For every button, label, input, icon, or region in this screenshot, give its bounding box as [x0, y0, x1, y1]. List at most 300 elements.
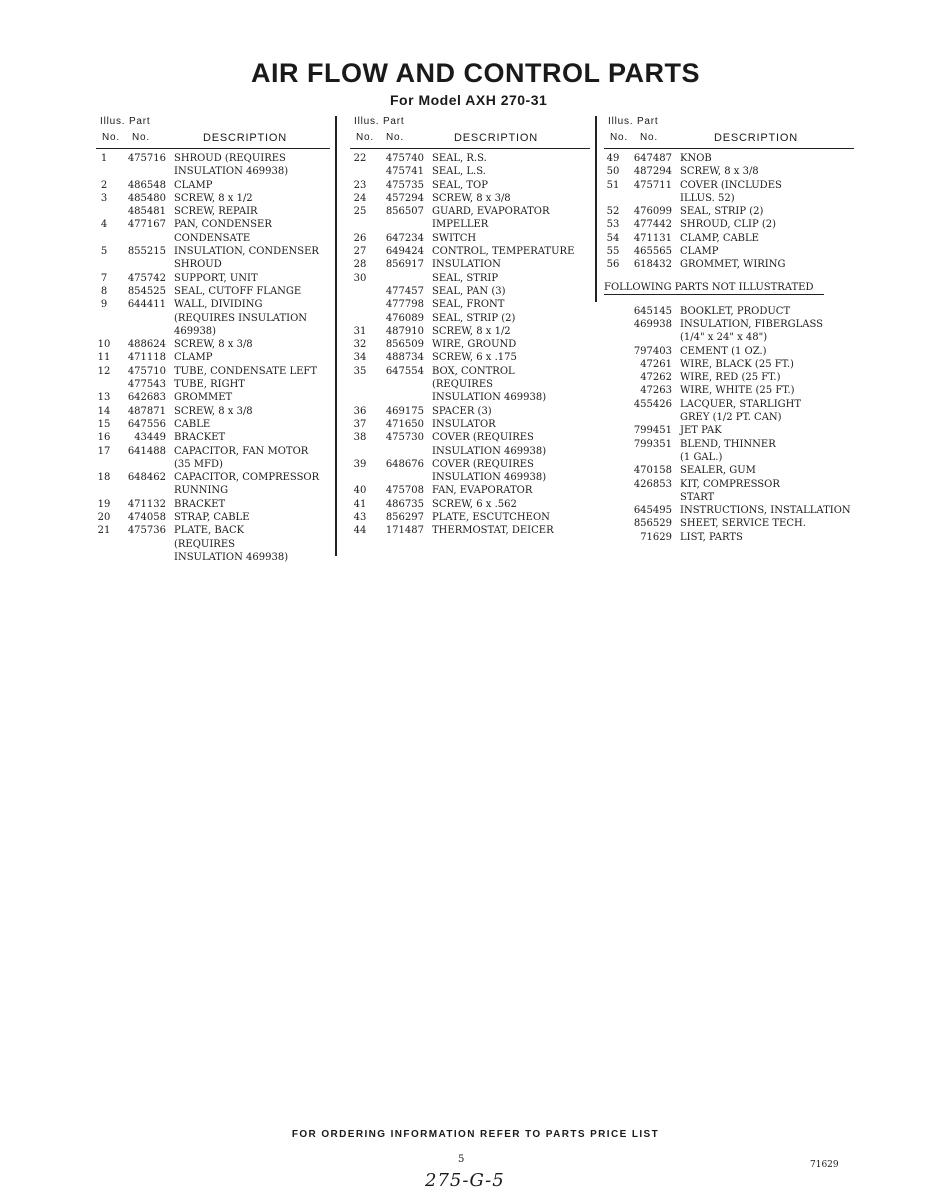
illus-number	[350, 298, 370, 311]
part-number	[622, 451, 680, 464]
table-row	[96, 205, 330, 218]
part-number: 642683	[127, 392, 166, 404]
parts-list	[604, 152, 854, 272]
part-description: STRAP, CABLE	[174, 512, 250, 524]
illus-number: 9	[100, 299, 108, 311]
part-number: 470158	[633, 465, 672, 477]
illus-number: 11	[97, 352, 111, 364]
table-row	[350, 365, 590, 378]
part-description: SEAL, L.S.	[432, 166, 486, 178]
part-number: 465565	[633, 246, 672, 258]
part-number: 645495	[633, 505, 672, 517]
table-row	[350, 445, 590, 458]
table-row	[604, 491, 854, 504]
part-number: 488734	[385, 352, 424, 364]
illus-number	[350, 312, 370, 325]
illus-number: 41	[353, 498, 367, 510]
table-row	[604, 152, 854, 165]
table-row	[96, 431, 330, 444]
table-row	[96, 179, 330, 192]
part-description: KNOB	[680, 153, 712, 164]
part-number	[622, 192, 680, 205]
part-number: 476089	[385, 312, 424, 324]
table-row	[96, 365, 330, 378]
part-number: 856917	[385, 259, 424, 271]
table-row	[350, 338, 590, 351]
illus-number	[96, 232, 112, 245]
table-row	[604, 258, 854, 271]
table-row	[604, 384, 854, 397]
part-description: SEAL, TOP	[432, 179, 488, 191]
table-row	[350, 272, 590, 285]
part-description: SCREW, 8 x 3/8	[174, 405, 253, 417]
row-spacer	[604, 305, 622, 318]
table-row	[350, 484, 590, 497]
part-description: GUARD, EVAPORATOR	[432, 206, 550, 218]
part-description: ILLUS. 52)	[680, 192, 735, 204]
header-illus-no: No.	[356, 132, 374, 143]
table-row	[604, 331, 854, 344]
part-number	[112, 458, 174, 471]
part-number: 487910	[385, 325, 424, 337]
illus-number	[350, 471, 370, 484]
part-number: 475742	[127, 272, 166, 284]
part-number: 475736	[127, 525, 166, 537]
header-part-no: No.	[640, 132, 658, 143]
part-description: INSTRUCTIONS, INSTALLATION	[680, 505, 851, 517]
part-number: 455426	[633, 398, 672, 410]
part-description: BRACKET	[174, 432, 226, 444]
reference-code: 71629	[810, 1160, 839, 1170]
illus-number	[350, 391, 370, 404]
part-number: 488624	[127, 339, 166, 351]
table-row	[604, 478, 854, 491]
part-number	[370, 471, 432, 484]
part-number: 475708	[385, 485, 424, 497]
part-description: 469938)	[174, 325, 217, 337]
illus-number: 43	[353, 512, 367, 524]
table-row	[350, 524, 590, 537]
part-number: 475740	[385, 153, 424, 164]
table-row	[604, 318, 854, 331]
part-description: SCREW, 8 x 3/8	[432, 192, 511, 204]
part-number: 475711	[633, 179, 672, 191]
table-row	[96, 245, 330, 258]
part-number: 469175	[385, 405, 424, 417]
header-illus-part: Illus. Part	[354, 116, 405, 127]
part-description: SCREW, 8 x 3/8	[174, 339, 253, 351]
part-description: CABLE	[174, 418, 211, 430]
illus-number: 52	[606, 206, 620, 218]
illus-number: 21	[97, 525, 111, 537]
part-number: 485480	[127, 192, 166, 204]
illus-number: 12	[97, 365, 111, 377]
page-title: AIR FLOW AND CONTROL PARTS	[251, 58, 700, 88]
header-description: DESCRIPTION	[203, 132, 287, 144]
part-number: 647487	[633, 153, 672, 164]
part-number	[370, 272, 432, 285]
parts-list	[350, 152, 590, 538]
illus-number: 44	[353, 525, 367, 537]
illus-number: 39	[353, 458, 367, 470]
table-row	[96, 298, 330, 311]
row-spacer	[604, 504, 622, 517]
part-description: BLEND, THINNER	[680, 438, 776, 450]
illus-number	[96, 258, 112, 271]
illus-number: 10	[97, 339, 111, 351]
illus-number: 22	[353, 153, 367, 164]
part-description: SCREW, 8 x 3/8	[680, 166, 759, 178]
illus-number: 50	[606, 166, 620, 178]
part-description: CLAMP	[174, 179, 213, 191]
table-row	[96, 551, 330, 564]
row-spacer	[604, 438, 622, 451]
ordering-footer: FOR ORDERING INFORMATION REFER TO PARTS PRICE LIST	[291, 1129, 660, 1140]
table-row	[350, 258, 590, 271]
column-header	[350, 116, 590, 149]
table-row	[96, 498, 330, 511]
row-spacer	[604, 517, 622, 530]
part-description: INSULATION, CONDENSER	[174, 246, 319, 258]
table-row	[96, 232, 330, 245]
table-row	[604, 358, 854, 371]
table-row	[96, 538, 330, 551]
part-number: 475730	[385, 432, 424, 444]
illus-number: 3	[100, 192, 108, 204]
table-row	[350, 325, 590, 338]
illus-number	[350, 445, 370, 458]
part-number: 618432	[633, 259, 672, 271]
illus-number: 26	[353, 232, 367, 244]
table-row	[604, 165, 854, 178]
table-row	[350, 391, 590, 404]
table-row	[96, 445, 330, 458]
parts-column-1	[96, 116, 330, 564]
illus-number	[96, 165, 112, 178]
illus-number: 2	[100, 179, 108, 191]
row-spacer	[604, 424, 622, 437]
illus-number: 8	[100, 285, 108, 297]
part-number	[370, 391, 432, 404]
parts-column-3	[604, 116, 854, 544]
part-number: 856297	[385, 512, 424, 524]
table-row	[350, 192, 590, 205]
part-description: PAN, CONDENSER	[174, 219, 272, 231]
illus-number	[96, 538, 112, 551]
illus-number	[96, 484, 112, 497]
table-row	[604, 192, 854, 205]
part-number: 457294	[385, 192, 424, 204]
header-illus-part: Illus. Part	[608, 116, 659, 127]
table-row	[96, 325, 330, 338]
part-description: SEALER, GUM	[680, 465, 756, 477]
illus-number	[96, 325, 112, 338]
part-number: 171487	[385, 525, 424, 537]
part-number: 486735	[385, 498, 424, 510]
model-subtitle: For Model AXH 270-31	[390, 92, 548, 108]
table-row	[604, 232, 854, 245]
part-description: START	[680, 491, 715, 503]
part-number: 477167	[127, 219, 166, 231]
table-row	[96, 218, 330, 231]
table-row	[350, 431, 590, 444]
part-number	[112, 538, 174, 551]
table-row	[350, 179, 590, 192]
part-description: (REQUIRES	[432, 379, 493, 391]
row-spacer	[604, 318, 622, 331]
row-spacer	[604, 331, 622, 344]
header-illus-part: Illus. Part	[100, 116, 151, 127]
part-description: SEAL, STRIP (2)	[432, 312, 516, 324]
part-description: SEAL, PAN (3)	[432, 285, 506, 297]
part-number: 487294	[633, 166, 672, 178]
part-number: 648462	[127, 472, 166, 484]
part-description: INSULATION 469938)	[174, 551, 289, 563]
part-description: FAN, EVAPORATOR	[432, 485, 533, 497]
not-illustrated-heading: FOLLOWING PARTS NOT ILLUSTRATED	[604, 282, 824, 295]
part-number: 475741	[385, 166, 424, 178]
header-part-no: No.	[132, 132, 150, 143]
part-description: KIT, COMPRESSOR	[680, 478, 780, 490]
handwritten-note: 275-G-5	[425, 1170, 505, 1191]
header-part-no: No.	[386, 132, 404, 143]
table-row	[96, 391, 330, 404]
part-description: RUNNING	[174, 485, 229, 497]
part-number: 471118	[127, 352, 166, 364]
row-spacer	[604, 358, 622, 371]
table-row	[96, 471, 330, 484]
row-spacer	[604, 491, 622, 504]
part-description: BOX, CONTROL	[432, 365, 515, 377]
part-description: BOOKLET, PRODUCT	[680, 305, 791, 317]
illus-number	[96, 312, 112, 325]
part-description: TUBE, CONDENSATE LEFT	[174, 365, 317, 377]
part-number	[370, 218, 432, 231]
part-description: COVER (REQUIRES	[432, 432, 534, 444]
column-divider	[335, 116, 337, 556]
part-number	[112, 312, 174, 325]
part-number: 47262	[640, 372, 672, 384]
part-number: 648676	[385, 458, 424, 470]
illus-number	[96, 205, 112, 218]
illus-number: 53	[606, 219, 620, 231]
part-description: INSULATION 469938)	[432, 445, 547, 457]
illus-number	[96, 378, 112, 391]
part-description: INSULATION 469938)	[432, 472, 547, 484]
row-spacer	[604, 451, 622, 464]
parts-column-2	[350, 116, 590, 538]
part-number: 476099	[633, 206, 672, 218]
illus-number: 4	[100, 219, 108, 231]
part-number	[370, 445, 432, 458]
table-row	[96, 418, 330, 431]
part-number	[112, 484, 174, 497]
part-number: 47261	[640, 358, 672, 370]
table-row	[604, 398, 854, 411]
part-number: 485481	[127, 206, 166, 218]
illus-number: 25	[353, 206, 367, 218]
table-row	[350, 511, 590, 524]
illus-number	[350, 285, 370, 298]
part-description: INSULATION	[432, 259, 501, 271]
column-header	[604, 116, 854, 149]
illus-number: 15	[97, 418, 111, 430]
part-description: INSULATION, FIBERGLASS	[680, 318, 824, 330]
part-number: 856509	[385, 339, 424, 351]
illus-number: 34	[353, 352, 367, 364]
part-description: SEAL, STRIP (2)	[680, 206, 764, 218]
table-row	[350, 471, 590, 484]
row-spacer	[604, 478, 622, 491]
illus-number	[96, 551, 112, 564]
part-description: GREY (1/2 PT. CAN)	[680, 412, 782, 424]
part-number	[112, 165, 174, 178]
table-row	[96, 165, 330, 178]
part-description: INSULATOR	[432, 418, 496, 430]
table-row	[350, 405, 590, 418]
part-number: 647234	[385, 232, 424, 244]
part-description: CAPACITOR, FAN MOTOR	[174, 445, 309, 457]
part-description: WIRE, WHITE (25 FT.)	[680, 385, 795, 397]
header-description: DESCRIPTION	[714, 132, 798, 144]
part-description: SHEET, SERVICE TECH.	[680, 518, 806, 530]
illus-number: 36	[353, 405, 367, 417]
part-number	[112, 325, 174, 338]
part-description: SHROUD, CLIP (2)	[680, 219, 777, 231]
part-description: INSULATION 469938)	[432, 392, 547, 404]
table-row	[96, 484, 330, 497]
part-number: 471650	[385, 418, 424, 430]
table-row	[604, 517, 854, 530]
part-description: GROMMET, WIRING	[680, 259, 786, 271]
part-number	[622, 331, 680, 344]
illus-number: 14	[97, 405, 111, 417]
illus-number: 5	[100, 246, 108, 258]
row-spacer	[604, 398, 622, 411]
table-row	[350, 312, 590, 325]
illus-number	[350, 218, 370, 231]
table-row	[604, 179, 854, 192]
table-row	[350, 218, 590, 231]
part-number: 475710	[127, 365, 166, 377]
illus-number: 35	[353, 365, 367, 377]
illus-number: 37	[353, 418, 367, 430]
part-description: INSULATION 469938)	[174, 166, 289, 178]
part-number: 43449	[134, 432, 166, 444]
part-number: 855215	[127, 246, 166, 258]
part-description: SUPPORT, UNIT	[174, 272, 258, 284]
table-row	[350, 165, 590, 178]
row-spacer	[604, 345, 622, 358]
part-number: 856507	[385, 206, 424, 218]
part-description: SHROUD (REQUIRES	[174, 153, 286, 164]
table-row	[604, 345, 854, 358]
part-number: 475716	[127, 153, 166, 164]
part-number	[622, 491, 680, 504]
part-description: SCREW, 8 x 1/2	[174, 192, 253, 204]
table-row	[604, 411, 854, 424]
illus-number	[350, 378, 370, 391]
table-row	[96, 272, 330, 285]
part-description: SEAL, CUTOFF FLANGE	[174, 285, 302, 297]
table-row	[96, 338, 330, 351]
row-spacer	[604, 531, 622, 544]
illus-number: 30	[353, 272, 367, 284]
table-row	[350, 205, 590, 218]
table-row	[350, 498, 590, 511]
part-number: 854525	[127, 285, 166, 297]
illus-number: 17	[97, 445, 111, 457]
row-spacer	[604, 384, 622, 397]
illus-number: 38	[353, 432, 367, 444]
part-description: (1/4" x 24" x 48")	[680, 332, 768, 344]
illus-number: 24	[353, 192, 367, 204]
part-number: 645145	[633, 305, 672, 317]
table-row	[604, 305, 854, 318]
part-description: WALL, DIVIDING	[174, 299, 263, 311]
table-row	[604, 424, 854, 437]
illus-number: 16	[97, 432, 111, 444]
table-row	[350, 152, 590, 165]
part-number	[112, 232, 174, 245]
table-row	[96, 312, 330, 325]
part-number: 477798	[385, 299, 424, 311]
part-description: SPACER (3)	[432, 405, 492, 417]
table-row	[96, 405, 330, 418]
illus-number: 23	[353, 179, 367, 191]
row-spacer	[604, 371, 622, 384]
table-row	[604, 371, 854, 384]
illus-number: 7	[100, 272, 108, 284]
illus-number: 27	[353, 246, 367, 258]
part-description: WIRE, BLACK (25 FT.)	[680, 358, 794, 370]
part-description: SWITCH	[432, 232, 477, 244]
part-number: 477457	[385, 285, 424, 297]
part-number: 649424	[385, 246, 424, 258]
illus-number: 19	[97, 498, 111, 510]
table-row	[604, 531, 854, 544]
part-description: JET PAK	[680, 425, 722, 437]
part-description: CONTROL, TEMPERATURE	[432, 246, 575, 258]
part-number	[370, 378, 432, 391]
table-row	[604, 451, 854, 464]
illus-number: 54	[606, 232, 620, 244]
part-description: WIRE, RED (25 FT.)	[680, 372, 781, 384]
illus-number: 31	[353, 325, 367, 337]
illus-number	[96, 458, 112, 471]
table-row	[96, 511, 330, 524]
part-number: 47263	[640, 385, 672, 397]
part-description: (REQUIRES	[174, 538, 235, 550]
part-description: CLAMP, CABLE	[680, 232, 759, 244]
table-row	[604, 245, 854, 258]
illus-number: 49	[606, 153, 620, 164]
table-row	[96, 258, 330, 271]
column-divider	[595, 116, 597, 302]
part-description: LIST, PARTS	[680, 531, 743, 543]
table-row	[96, 192, 330, 205]
table-row	[96, 378, 330, 391]
illus-number: 28	[353, 259, 367, 271]
table-row	[350, 418, 590, 431]
part-number: 644411	[127, 299, 166, 311]
table-row	[604, 504, 854, 517]
illus-number: 13	[97, 392, 111, 404]
table-row	[350, 351, 590, 364]
part-description: CLAMP	[174, 352, 213, 364]
part-description: SEAL, STRIP	[432, 272, 499, 284]
header-description: DESCRIPTION	[454, 132, 538, 144]
